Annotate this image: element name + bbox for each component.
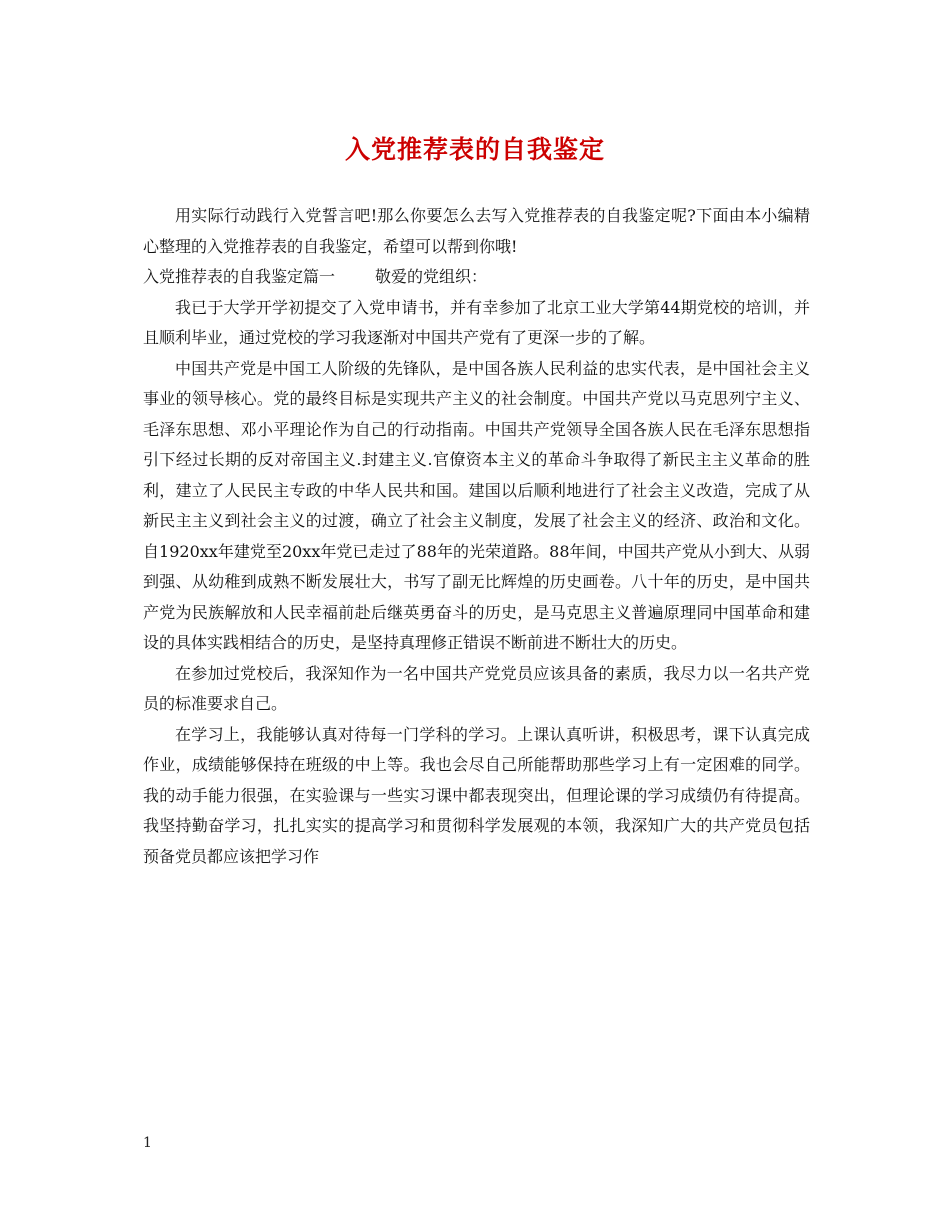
document-body xyxy=(143,201,810,872)
salutation: 敬爱的党组织： xyxy=(375,267,488,286)
section-heading: 入党推荐表的自我鉴定篇一 xyxy=(143,267,336,286)
paragraph-self-standard: 在参加过党校后，我深知作为一名中国共产党党员应该具备的素质，我尽力以一名共产党员的标准要求自己。 xyxy=(143,663,810,713)
page-number: 1 xyxy=(143,1135,152,1151)
paragraph-study: 在学习上，我能够认真对待每一门学科的学习。上课认真听讲，积极思考，课下认真完成作业，成绩能够保持在班级的中上等。我也会尽自己所能帮助那些学习上有一定困难的同学。我的动手能力很强，在实验课与一些实习课中都表现突出，但理论课的学习成绩仍有待提高。我坚持勤奋学习，扎扎实实的提高学习和贯彻科学发展观的本领，我深知广大的共产党员包括预备党员都应该把学习作 xyxy=(143,724,810,866)
document-title: 入党推荐表的自我鉴定 xyxy=(344,135,605,164)
section-heading-line xyxy=(143,262,810,293)
paragraph-party-history: 中国共产党是中国工人阶级的先锋队，是中国各族人民利益的忠实代表，是中国社会主义事业的领导核心。党的最终目标是实现共产主义的社会制度。中国共产党以马克思列宁主义、毛泽东思想、邓小平理论作为自己的行动指南。中国共产党领导全国各族人民在毛泽东思想指引下经过长期的反对帝国主义.封建主义.官僚资本主义的革命斗争取得了新民主主义革命的胜利，建立了人民民主专政的中华人民共和国。建国以后顺利地进行了社会主义改造，完成了从新民主主义到社会主义的过渡，确立了社会主义制度，发展了社会主义的经济、政治和文化。自1920xx年建党至20xx年党已走过了88年的光荣道路。88年间，中国共产党从小到大、从弱到强、从幼稚到成熟不断发展壮大，书写了副无比辉煌的历史画卷。八十年的历史，是中国共产党为民族解放和人民幸福前赴后继英勇奋斗的历史，是马克思主义普遍原理同中国革命和建设的具体实践相结合的历史，是坚持真理修正错误不断前进不断壮大的历史。 xyxy=(143,358,810,652)
paragraph-party-school: 我已于大学开学初提交了入党申请书，并有幸参加了北京工业大学第44期党校的培训，并且顺利毕业，通过党校的学习我逐渐对中国共产党有了更深一步的了解。 xyxy=(143,297,810,347)
intro-paragraph: 用实际行动践行入党誓言吧!那么你要怎么去写入党推荐表的自我鉴定呢?下面由本小编精心整理的入党推荐表的自我鉴定，希望可以帮到你哦! xyxy=(143,206,810,256)
